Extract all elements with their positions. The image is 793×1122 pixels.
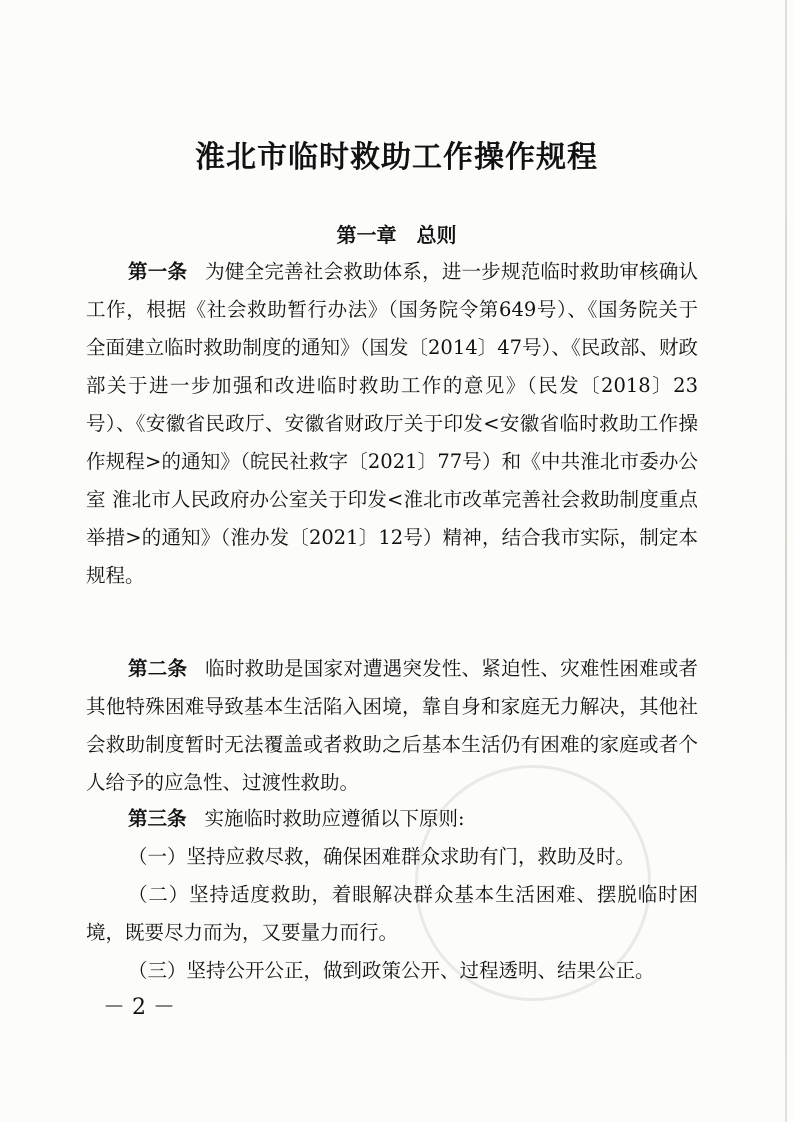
article-1-text: 为健全完善社会救助体系，进一步规范临时救助审核确认工作，根据《社会救助暂行办法》（国务院令第649号）、《国务院关于全面建立临时救助制度的通知》（国发〔2014〕47号）、《民政部、财政部关于进一步加强和改进临时救助工作的意见》（民发〔2018〕23号）、《安徽省民政厅、安徽省财政厅关于印发<安徽省临时救助工作操作规程>的通知》（皖民社救字〔2021〕77号）和《中共淮北市委办公室 淮北市人民政府办公室关于印发<淮北市改革完善社会救助制度重点举措>的通知》（淮办发〔2021〕12号）精神，结合我市实际，制定本规程。 [86, 260, 698, 587]
article-3-label: 第三条 [128, 807, 187, 830]
principle-item-1: （一）坚持应救尽救，确保困难群众求助有门，救助及时。 [128, 845, 636, 868]
article-2-label: 第二条 [128, 657, 188, 680]
principle-item-3: （三）坚持公开公正，做到政策公开、过程透明、结果公正。 [128, 959, 655, 982]
article-2 [86, 650, 698, 802]
article-3-text: 实施临时救助应遵循以下原则: [204, 807, 465, 830]
article-1 [86, 253, 698, 595]
article-3 [86, 800, 698, 838]
chapter-heading: 第一章 总则 [336, 223, 457, 247]
principle-item-2: （二）坚持适度救助，着眼解决群众基本生活困难、摆脱临时困境，既要尽力而为，又要量力而行。 [86, 883, 698, 944]
article-1-label: 第一条 [128, 260, 188, 283]
page-number: － 2 － [103, 995, 175, 1020]
document-title: 淮北市临时救助工作操作规程 [195, 140, 598, 175]
article-2-text: 临时救助是国家对遭遇突发性、紧迫性、灾难性困难或者其他特殊困难导致基本生活陷入困境，靠自身和家庭无力解决，其他社会救助制度暂时无法覆盖或者救助之后基本生活仍有困难的家庭或者个人给予的应急性、过渡性救助。 [86, 657, 698, 794]
